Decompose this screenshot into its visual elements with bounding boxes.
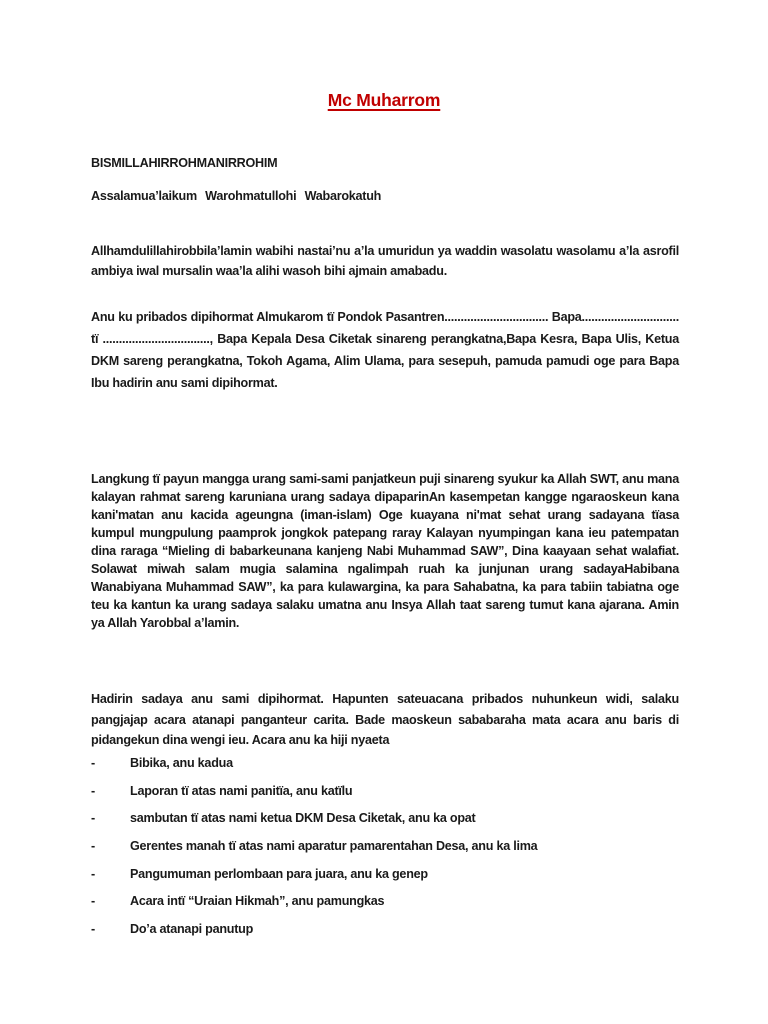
list-dash-marker: - bbox=[91, 756, 95, 770]
agenda-item-laporan-panitia bbox=[91, 784, 679, 812]
list-dash-marker: - bbox=[91, 894, 95, 909]
bismillah-line: BISMILLAHIRROHMANIRROHIM bbox=[91, 156, 278, 170]
document-title: Mc Muharrom bbox=[327, 90, 441, 110]
agenda-list bbox=[91, 756, 679, 950]
paragraph-honorifics: Anu ku pribados dipihormat Almukarom tï Pondok Pasantren................................ Bapa.............................. tï ................................., Bapa Kepala Desa Ciketak sinareng perangkatna,Bapa Kesra, Bapa Ulis, Ketua DKM sareng perangkatna, Tokoh Agama, Alim Ulama, para sesepuh, pamuda pamudi oge para Bapa Ibu hadirin anu sami dipihormat. bbox=[91, 310, 679, 390]
agenda-item-bibika bbox=[91, 756, 679, 784]
agenda-item-text: Gerentes manah tï atas nami aparatur pamarentahan Desa, anu ka lima bbox=[130, 839, 538, 854]
paragraph-hamdalah: Allhamdulillahirobbila’lamin wabihi nastai’nu a’la umuridun ya waddin wasolatu wasolamu a’la asrofil ambiya iwal mursalin waa’la alihi wasoh bihi ajmain amabadu. bbox=[91, 244, 679, 278]
agenda-item-gerentes-manah bbox=[91, 839, 679, 867]
paragraph-agenda-intro: Hadirin sadaya anu sami dipihormat. Hapunten sateuacana pribados nuhunkeun widi, salaku pangjajap acara atanapi panganteur carita. Bade maoskeun sababaraha mata acara anu baris di pidangekun dina wengi ieu. Acara anu ka hiji nyaeta bbox=[91, 692, 679, 747]
agenda-item-doa-panutup bbox=[91, 922, 679, 950]
list-dash-marker: - bbox=[91, 839, 95, 854]
salam-greeting-line: Assalamua’laikum Warohmatullohi Wabarokatuh bbox=[91, 189, 382, 203]
agenda-item-text: Pangumuman perlombaan para juara, anu ka genep bbox=[130, 866, 428, 881]
agenda-item-text: sambutan tï atas nami ketua DKM Desa Ciketak, anu ka opat bbox=[130, 811, 476, 826]
list-dash-marker: - bbox=[91, 811, 95, 826]
list-dash-marker: - bbox=[91, 783, 95, 798]
agenda-item-sambutan-dkm bbox=[91, 811, 679, 839]
paragraph-syukur-solawat: Langkung tï payun mangga urang sami-sami panjatkeun puji sinareng syukur ka Allah SWT, anu mana kalayan rahmat sareng karuniana urang sadaya dipaparinAn kasempetan kangge ngaraoskeun kana kani'matan anu kacida ageungna (iman-islam) Oge kuayana ni'mat sehat urang sadayana tïasa kumpul mungpulung paamprok jongkok patepang raray Kalayan nyumpingan kana ieu patempatan dina raraga “Mieling di babarkeunana kanjeng Nabi Muhammad SAW”, Dina kaayaan sehat walafiat. Solawat miwah salam mugia salamina ngalimpah ruah ka junjunan urang sadayaHabibana Wanabiyana Muhammad SAW”, ka para kulawargina, ka para Sahabatna, ka para tabiin tabiatna oge teu ka kantun ka urang sadaya salaku umatna anu Insya Allah taat sareng tumut kana ajarana. Amin ya Allah Yarobbal a’lamin. bbox=[91, 472, 679, 630]
agenda-item-uraian-hikmah bbox=[91, 894, 679, 922]
agenda-item-text: Laporan tï atas nami panitïa, anu katïlu bbox=[130, 783, 353, 798]
agenda-item-text: Acara intï “Uraian Hikmah”, anu pamungkas bbox=[130, 894, 385, 909]
agenda-item-text: Bibika, anu kadua bbox=[130, 756, 233, 770]
agenda-item-pangumuman-lomba bbox=[91, 867, 679, 895]
list-dash-marker: - bbox=[91, 922, 95, 937]
agenda-item-text: Do’a atanapi panutup bbox=[130, 922, 254, 937]
list-dash-marker: - bbox=[91, 866, 95, 881]
